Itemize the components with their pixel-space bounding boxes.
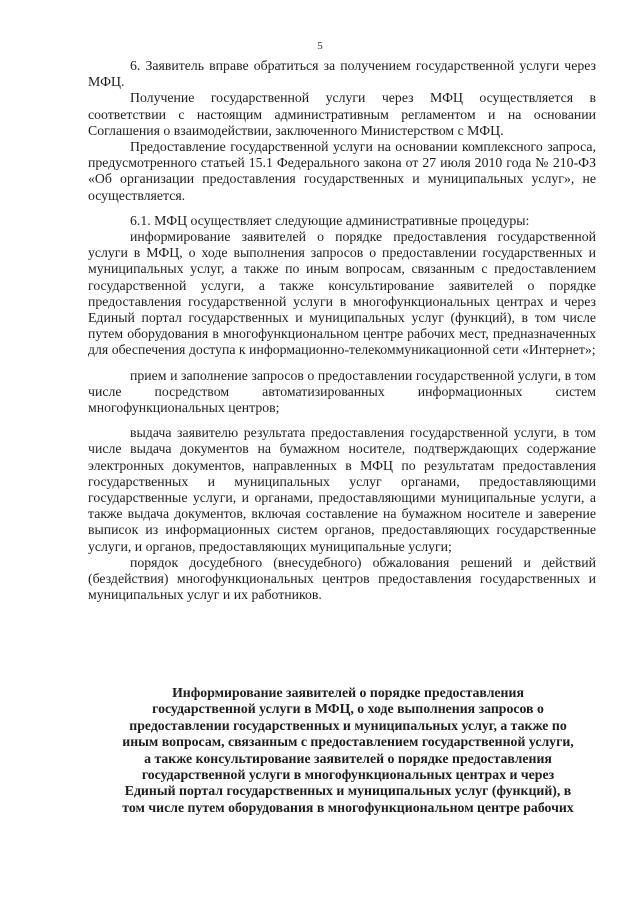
paragraph-mfc-right: 6. Заявитель вправе обратиться за получением государственной услуги через МФЦ.	[88, 58, 596, 90]
paragraph-mfc-agreement: Получение государственной услуги через МФЦ осуществляется в соответствии с настоящим административным регламентом и на основании Соглашения о взаимодействии, заключенного Министерством с МФЦ.	[88, 90, 596, 138]
heading-line: а также консультирование заявителей о порядке предоставления	[144, 750, 552, 766]
page-number: 5	[317, 40, 323, 52]
heading-line: государственной услуги в МФЦ, о ходе выполнения запросов о	[152, 701, 544, 717]
paragraph-procedures-intro: 6.1. МФЦ осуществляет следующие административные процедуры:	[130, 212, 530, 228]
list-item-appeal: порядок досудебного (внесудебного) обжалования решений и действий (бездействия) многофункциональных центров предоставления государственных и муниципальных услуг и их работников.	[88, 554, 596, 603]
document-body	[88, 58, 596, 604]
section-heading	[110, 685, 586, 816]
heading-line: Единый портал государственных и муниципальных услуг (функций), в	[124, 783, 572, 799]
heading-line: предоставлении государственных и муниципальных услуг, а также по	[129, 717, 567, 733]
list-item-informing: информирование заявителей о порядке предоставления государственной услуги в МФЦ, о ходе выполнения запросов о предоставлении государственных и муниципальных услуг, а также по иным вопросам, связанным с предоставлением государственной услуги, а также консультирование заявителей о порядке предоставления государственной услуги в многофункциональных центрах и через Единый портал государственных и муниципальных услуг (функций), в том числе путем оборудования в многофункциональном центре рабочих мест, предназначенных для обеспечения доступа к информационно-телекоммуникационной сети «Интернет»;	[88, 229, 596, 358]
paragraph-complex-request: Предоставление государственной услуги на основании комплексного запроса, предусмотренного статьей 15.1 Федерального закона от 27 июля 2010 года № 210-ФЗ «Об организации предоставления государственных и муниципальных услуг», не осуществляется.	[88, 139, 596, 203]
heading-line: государственной услуги в многофункциональных центрах и через	[141, 767, 555, 783]
heading-line: иным вопросам, связанным с предоставлением государственной услуги,	[122, 734, 574, 750]
list-item-reception: прием и заполнение запросов о предоставлении государственной услуги, в том числе посредством автоматизированных информационных систем многофункциональных центров;	[88, 367, 596, 416]
list-item-issuance: выдача заявителю результата предоставления государственной услуги, в том числе выдача документов на бумажном носителе, подтверждающих содержание электронных документов, направленных в МФЦ по результатам предоставления государственных и муниципальных услуг органами, предоставляющими государственные услуги, и органами, предоставляющими муниципальные услуги, а также выдача документов, включая составление на бумажном носителе и заверение выписок из информационных систем органов, предоставляющих государственные услуги, и органов, предоставляющих муниципальные услуги;	[88, 425, 596, 554]
heading-line: Информирование заявителей о порядке предоставления	[172, 685, 524, 700]
heading-line: том числе путем оборудования в многофункциональном центре рабочих	[122, 799, 574, 815]
